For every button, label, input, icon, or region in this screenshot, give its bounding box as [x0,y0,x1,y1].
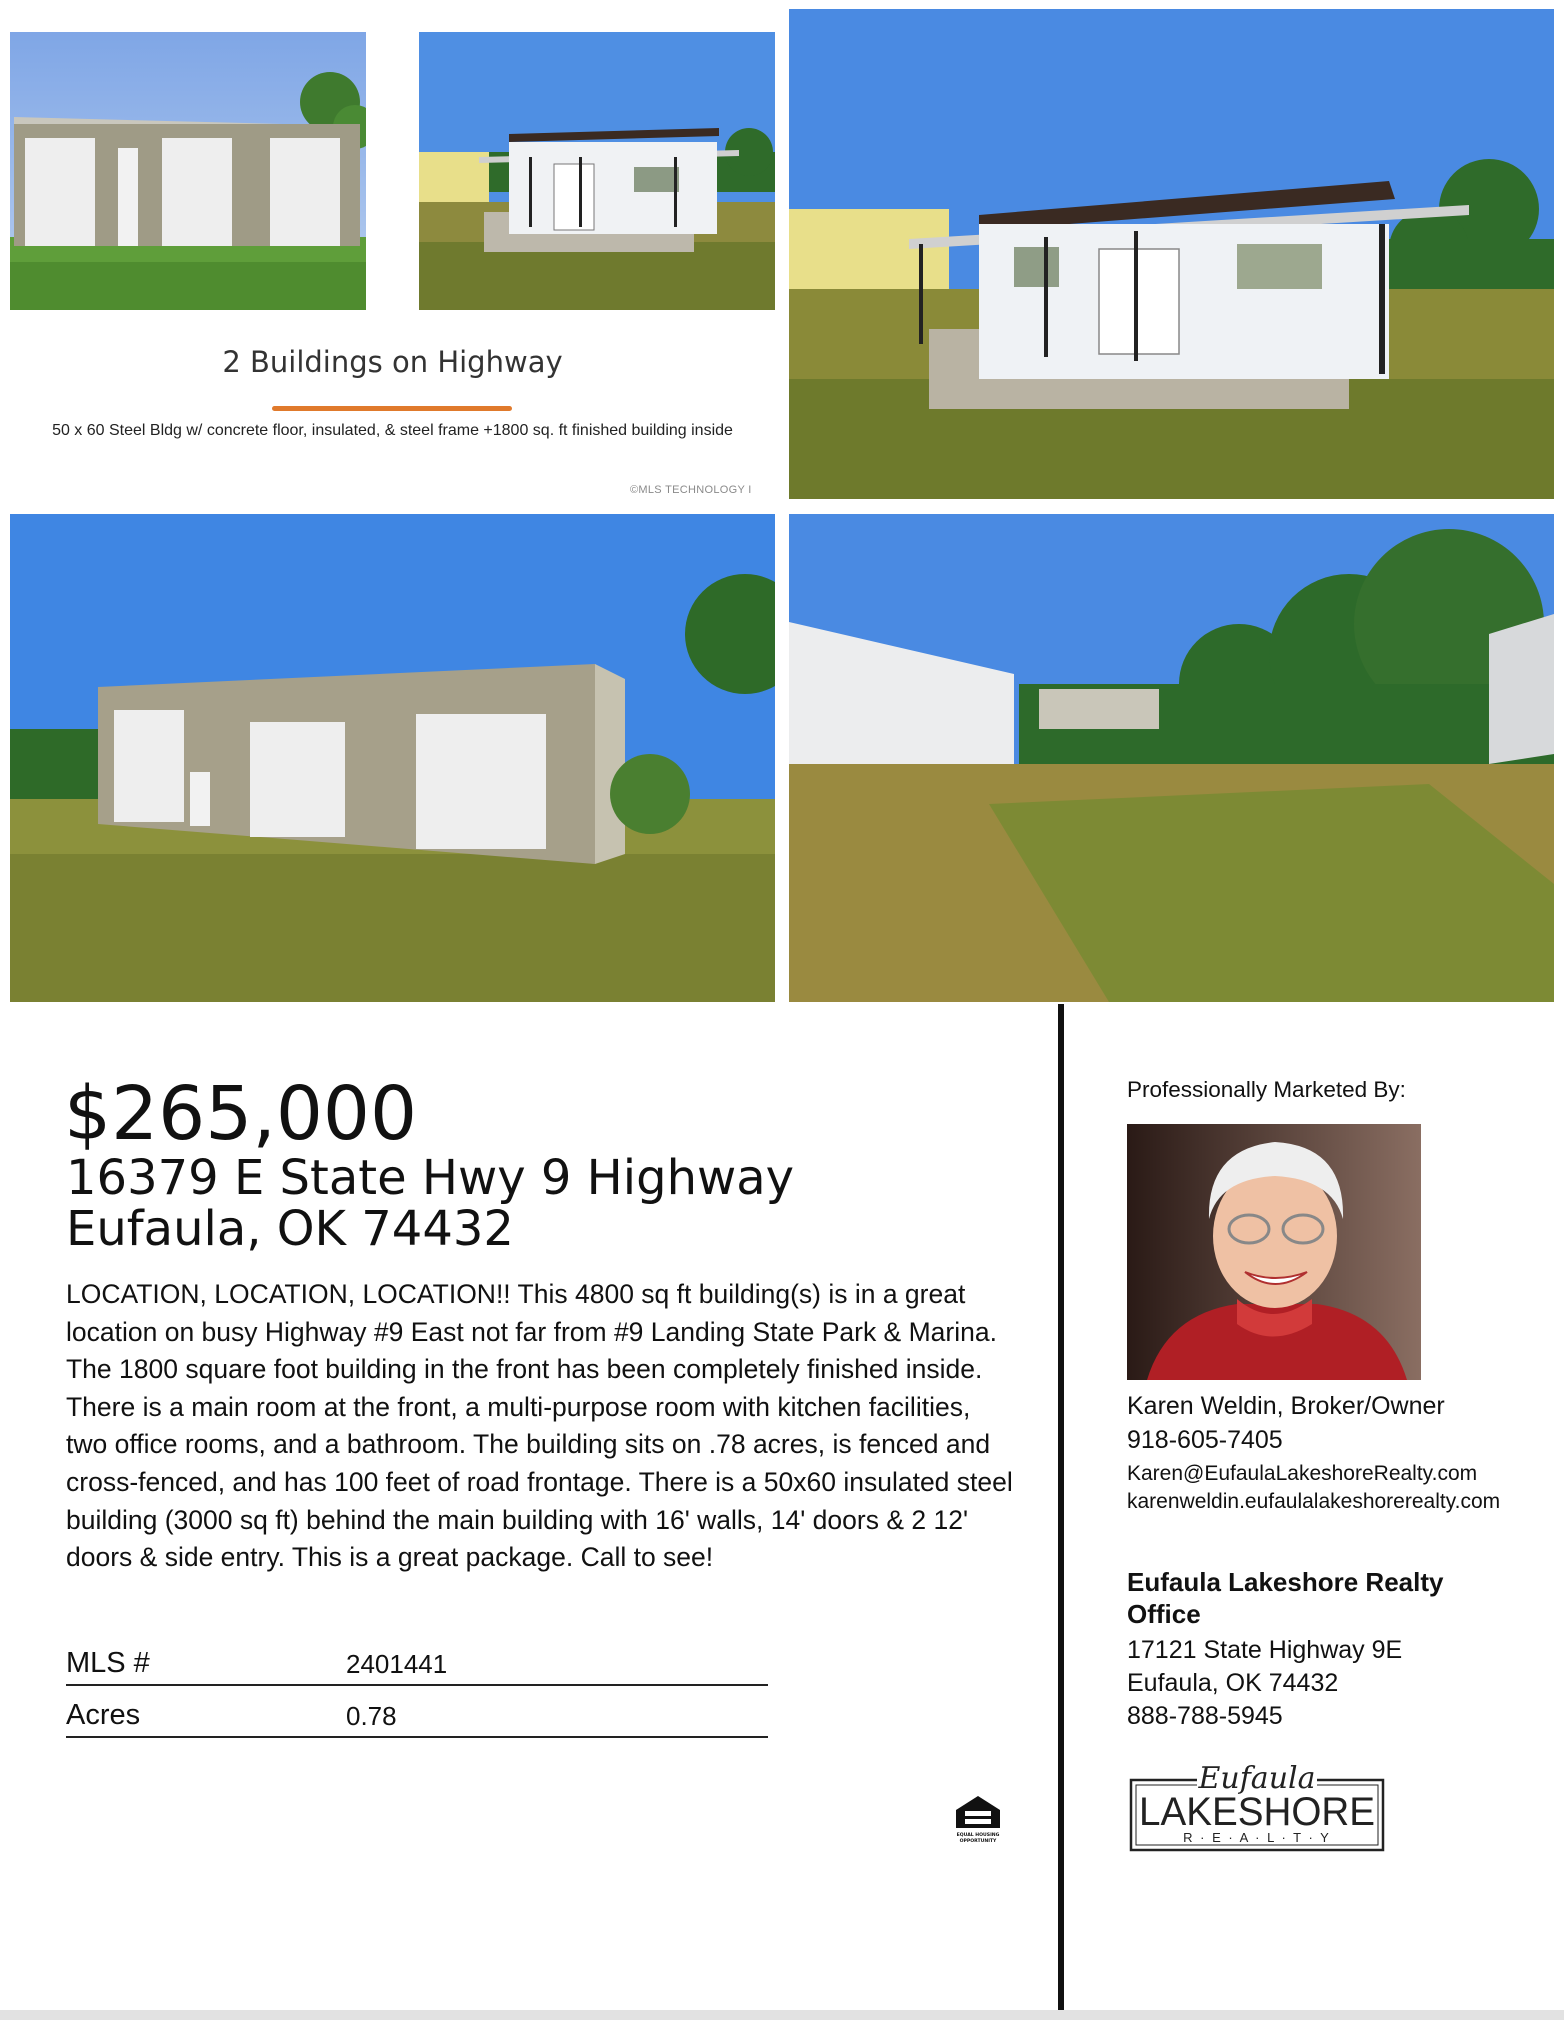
eufaula-lakeshore-logo [1127,1758,1389,1860]
gallery-subheadline: 50 x 60 Steel Bldg w/ concrete floor, insulated, & steel frame +1800 sq. ft finished building inside [52,422,733,439]
fact-value: 2401441 [346,1649,448,1679]
photo-office-building [419,32,775,310]
agent-name-title: Karen Weldin, Broker/Owner [1127,1392,1445,1420]
agent-website[interactable]: karenweldin.eufaulalakeshorerealty.com [1127,1490,1501,1513]
equal-housing-opportunity-icon [952,1794,1004,1844]
fact-row-acres [66,1688,768,1738]
office-address-line-1: 17121 State Highway 9E [1127,1636,1403,1664]
photo-side-yard [789,514,1554,1002]
gallery-headline: 2 Buildings on Highway [222,345,563,379]
photo-office-building-large [789,9,1554,499]
office-address-line-2: Eufaula, OK 74432 [1127,1669,1339,1697]
address-line-1: 16379 E State Hwy 9 Highway [66,1150,795,1206]
logo-script-text: Eufaula [1198,1761,1316,1796]
column-divider [1058,1004,1064,2010]
eho-text-2: OPPORTUNITY [959,1839,997,1844]
page-bottom-edge [0,2010,1564,2020]
office-phone[interactable]: 888-788-5945 [1127,1702,1283,1730]
marketed-by-label: Professionally Marketed By: [1127,1077,1406,1102]
address-line-2: Eufaula, OK 74432 [66,1201,514,1257]
agent-phone[interactable]: 918-605-7405 [1127,1426,1283,1454]
mls-watermark: ©MLS TECHNOLOGY I [630,484,752,496]
logo-main-text: LAKESHORE [1139,1790,1375,1834]
agent-photo [1127,1124,1421,1380]
eho-text-1: EQUAL HOUSING [956,1833,1000,1838]
agent-email[interactable]: Karen@EufaulaLakeshoreRealty.com [1127,1462,1478,1485]
listing-description: LOCATION, LOCATION, LOCATION!! This 4800 sq ft building(s) is in a great location on busy Highway #9 East not far from #9 Landing State Park & Marina. The 1800 square foot building in the front has been completely finished inside. There is a main room at the front, a multi-purpose room with kitchen facilities, two office rooms, and a bathroom. The building sits on .78 acres, is fenced and cross-fenced, and has 100 feet of road frontage. There is a 50x60 insulated steel building (3000 sq ft) behind the main building with 16' walls, 14' doors & 2 12' doors & side entry. This is a great package. Call to see! [66,1279,1013,1573]
fact-row-mls [66,1636,768,1686]
fact-value: 0.78 [346,1701,397,1731]
fact-label: MLS # [66,1647,150,1679]
photo-steel-building-front [10,32,366,310]
headline-underline [272,406,512,411]
office-name: Eufaula Lakeshore Realty Office [1127,1567,1444,1629]
listing-price: $265,000 [64,1071,418,1157]
logo-sub-text: R · E · A · L · T · Y [1183,1830,1331,1845]
photo-steel-building-angle [10,514,775,1002]
fact-label: Acres [66,1699,141,1731]
